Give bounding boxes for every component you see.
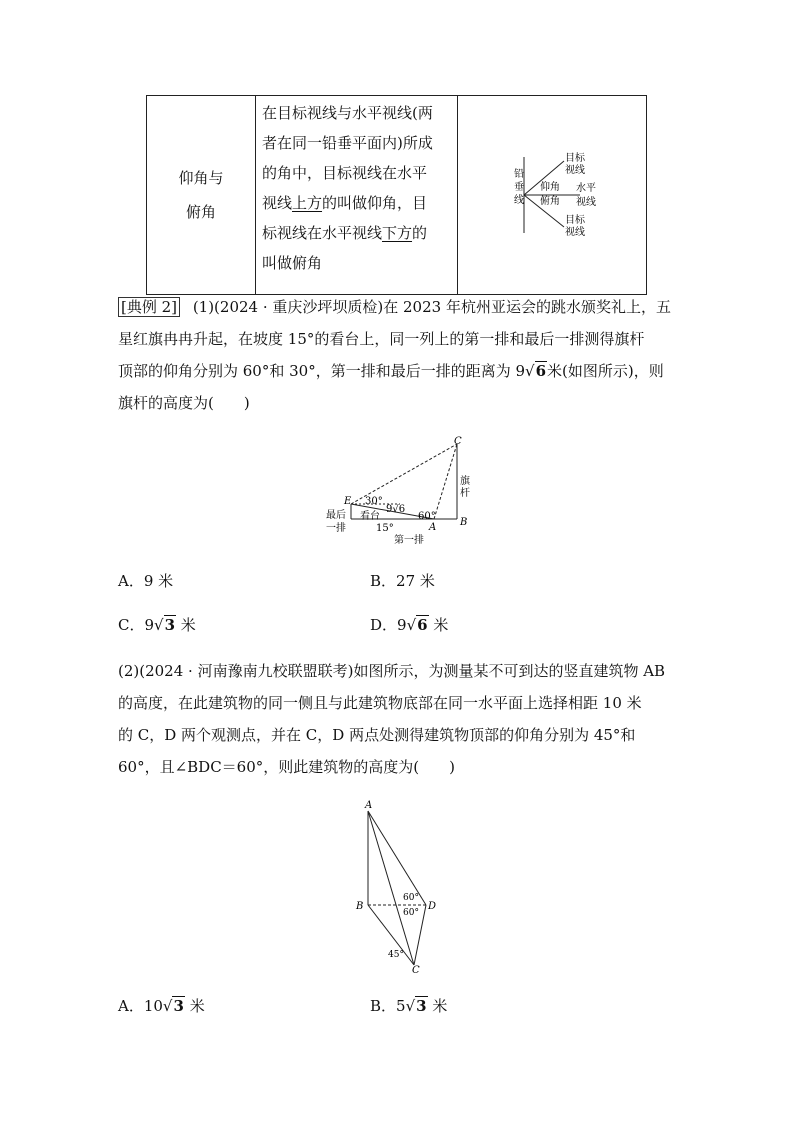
example-tag: [典例 2] [118, 297, 180, 317]
option-1D: D．9√6 米 [370, 616, 449, 634]
term-line-2: 俯角 [185, 203, 216, 221]
horizontal-label-1: 水平 [576, 183, 596, 194]
point-D2: D [428, 901, 437, 912]
term-line-1: 仰角与 [178, 169, 224, 187]
desc-line-1: 在目标视线与水平视线(两 [262, 104, 433, 122]
figure-cell [458, 96, 647, 295]
vertical-label-1: 铅 [514, 169, 524, 180]
first-row-label: 第一排 [394, 535, 424, 546]
underline-below: 下方 [382, 224, 413, 242]
point-E: E [344, 496, 352, 507]
point-B2: B [356, 901, 364, 912]
angle-60-bottom: 60° [403, 908, 419, 918]
depression-label: 俯角 [540, 196, 560, 207]
term-cell [147, 96, 256, 295]
part2-line-4: 60°，且∠BDC＝60°，则此建筑物的高度为( ) [118, 758, 455, 776]
flag-label-2: 杆 [460, 488, 470, 499]
desc-line-4: 视线上方的叫做仰角，目 [262, 194, 428, 212]
vertical-label-2: 垂 [514, 182, 524, 193]
elevation-label: 仰角 [540, 182, 560, 193]
description-cell [256, 96, 458, 295]
part2-source: (2)(2024 · 河南豫南九校联盟联考) [118, 662, 354, 680]
option-2A: A．10√3 米 [118, 997, 205, 1015]
angle-45: 45° [388, 950, 404, 960]
vertical-label-3: 线 [514, 195, 524, 206]
flag-label-1: 旗 [460, 476, 470, 487]
flagpole-figure [320, 432, 480, 550]
option-1C: C．9√3 米 [118, 616, 196, 634]
point-C2: C [412, 965, 420, 975]
desc-line-2: 者在同一铅垂平面内)所成 [262, 134, 433, 152]
desc-line-5: 标视线在水平视线下方的 [262, 224, 428, 242]
radicand-6: 6 [535, 362, 547, 380]
angle-30: 30° [365, 496, 383, 507]
part2-line-1: (2)(2024 · 河南豫南九校联盟联考)如图所示，为测量某不可到达的竖直建筑物 AB [118, 662, 666, 680]
angle-60: 60° [418, 511, 436, 522]
target-bottom-label-2: 视线 [565, 227, 585, 238]
horizontal-label-2: 视线 [576, 197, 596, 208]
example2-line-2: 星红旗冉冉升起，在坡度 15°的看台上，同一列上的第一排和最后一排测得旗杆 [118, 330, 645, 348]
distance-label: 9√6 [386, 504, 406, 515]
example2-line-3: 顶部的仰角分别为 60°和 30°，第一排和最后一排的距离为 9√6米(如图所示)，则 [118, 362, 664, 380]
angle-15: 15° [376, 523, 394, 534]
target-top-label-2: 视线 [565, 165, 585, 176]
last-row-label-1: 最后 [326, 510, 346, 521]
point-C: C [454, 436, 462, 447]
example2-line-1 [118, 297, 671, 317]
point-B: B [460, 517, 468, 528]
definition-table [146, 95, 647, 295]
example2-line-4: 旗杆的高度为( ) [118, 394, 250, 412]
last-row-label-2: 一排 [326, 523, 346, 534]
desc-line-6: 叫做俯角 [262, 254, 323, 272]
angle-60-top: 60° [403, 893, 419, 903]
part1-source: (1)(2024 · 重庆沙坪坝质检) [192, 298, 384, 316]
underline-above: 上方 [292, 194, 323, 212]
option-2B: B．5√3 米 [370, 997, 448, 1015]
part1-text-1: 在 2023 年杭州亚运会的跳水颁奖礼上，五 [383, 298, 671, 316]
point-A: A [429, 522, 437, 533]
elevation-depression-diagram [462, 147, 642, 243]
part2-line-3: 的 C，D 两个观测点，并在 C，D 两点处测得建筑物顶部的仰角分别为 45°和 [118, 726, 636, 744]
desc-line-3: 的角中，目标视线在水平 [262, 164, 428, 182]
point-A2: A [365, 800, 373, 811]
part2-line-2: 的高度，在此建筑物的同一侧且与此建筑物底部在同一水平面上选择相距 10 米 [118, 694, 642, 712]
target-bottom-label-1: 目标 [565, 215, 585, 226]
option-1B: B．27 米 [370, 572, 435, 590]
stand-label: 看台 [360, 511, 380, 522]
target-top-label-1: 目标 [565, 153, 585, 164]
option-1A: A．9 米 [118, 572, 174, 590]
building-figure [352, 795, 442, 975]
